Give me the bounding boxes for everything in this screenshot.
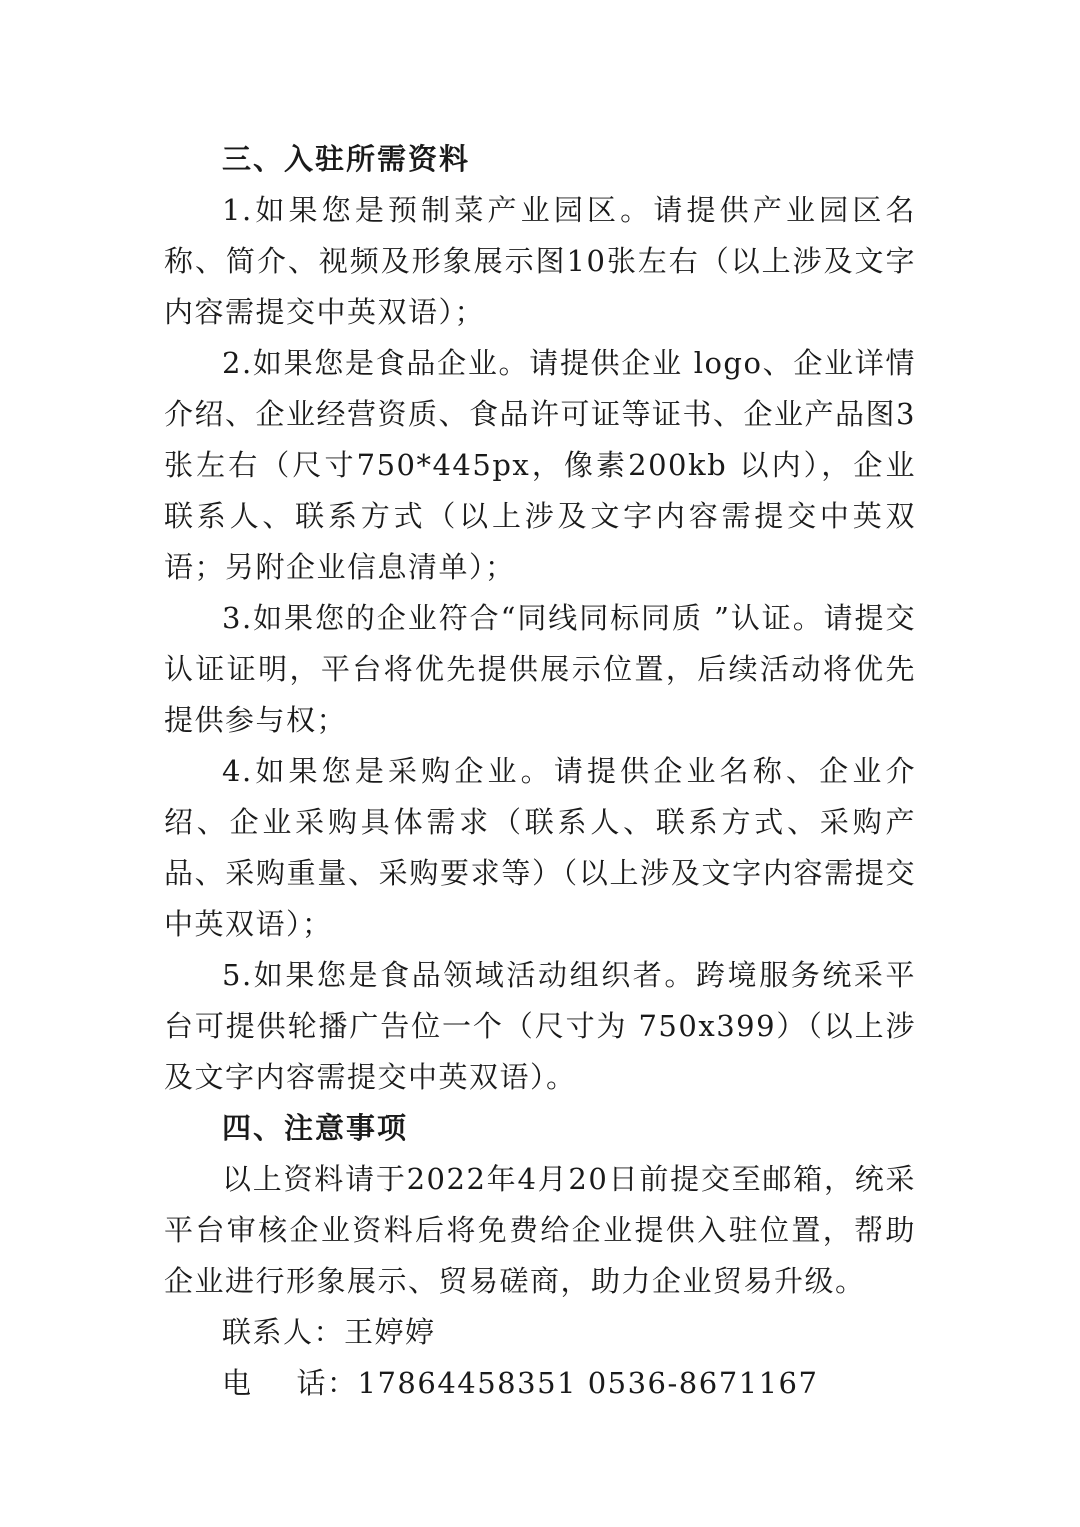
phone-numbers: 17864458351 0536-8671167: [357, 1366, 819, 1400]
phone-label-second-part: 话：: [296, 1366, 358, 1400]
paragraph-submission-deadline: 以上资料请于2022年4月20日前提交至邮箱，统采平台审核企业资料后将免费给企业提供入驻位置，帮助企业进行形象展示、贸易磋商，助力企业贸易升级。: [164, 1162, 916, 1298]
paragraph-event-organizer: 5.如果您是食品领域活动组织者。跨境服务统采平台可提供轮播广告位一个（尺寸为 750x399）（以上涉及文字内容需提交中英双语）。: [164, 958, 916, 1094]
paragraph-certification: 3.如果您的企业符合“同线同标同质 ”认证。请提交认证证明，平台将优先提供展示位置，后续活动将优先提供参与权；: [164, 601, 916, 737]
document-body: [164, 134, 916, 1409]
contact-person-name: 王婷婷: [344, 1315, 436, 1349]
contact-person-line: [164, 1307, 916, 1358]
paragraph-purchasing-enterprise: 4.如果您是采购企业。请提供企业名称、企业介绍、企业采购具体需求（联系人、联系方式、采购产品、采购重量、采购要求等）（以上涉及文字内容需提交中英双语）；: [164, 754, 916, 941]
contact-phone-line: [164, 1358, 916, 1409]
contact-person-label: 联系人：: [222, 1315, 345, 1349]
paragraph-industrial-park: 1.如果您是预制菜产业园区。请提供产业园区名称、简介、视频及形象展示图10张左右（以上涉及文字内容需提交中英双语）；: [164, 193, 916, 329]
paragraph-food-enterprise: 2.如果您是食品企业。请提供企业 logo、企业详情介绍、企业经营资质、食品许可证等证书、企业产品图3张左右（尺寸750*445px，像素200kb 以内），企业联系人、联系方式（以上涉及文字内容需提交中英双语；另附企业信息清单）；: [164, 346, 916, 584]
phone-label-first-char: 电: [222, 1366, 253, 1400]
section-heading-notes: 四、注意事项: [222, 1111, 409, 1145]
section-heading-materials: 三、入驻所需资料: [222, 142, 471, 176]
